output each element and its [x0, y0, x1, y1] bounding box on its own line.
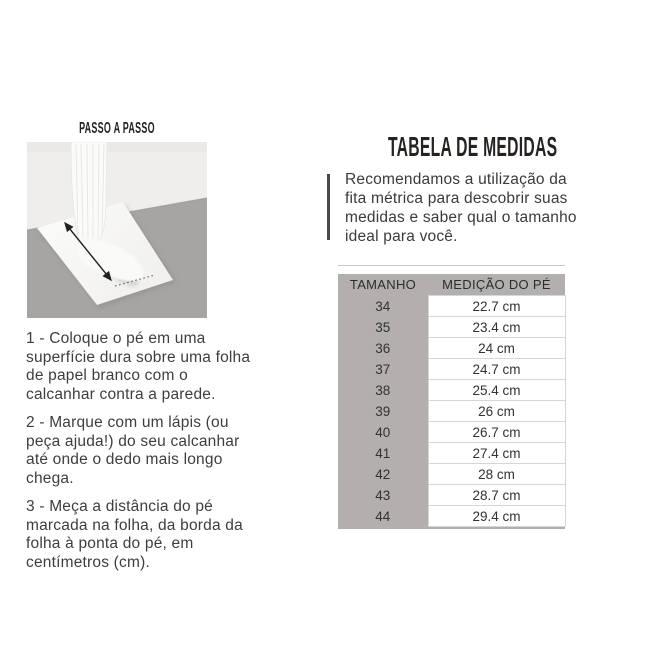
instruction-step-2 [26, 414, 276, 488]
size-cell: 37 [375, 361, 391, 377]
table-row [338, 422, 565, 443]
intro-line: fita métrica para descobrir suas [345, 190, 568, 207]
table-row [338, 380, 565, 401]
table-row [338, 506, 565, 527]
measurement-cell: 22.7 cm [428, 296, 565, 317]
instruction-step-3 [26, 498, 276, 572]
intro-quote [327, 170, 577, 246]
measurement-cell: 26 cm [428, 401, 565, 422]
instruction-step-1 [26, 330, 276, 404]
measurement-cell: 25.4 cm [428, 380, 565, 401]
table-row [338, 485, 565, 506]
instruction-line: até onde o dedo mais longo [26, 451, 223, 468]
measurement-cell: 24 cm [428, 338, 565, 359]
table-row [338, 296, 565, 317]
intro-text [345, 170, 577, 246]
instruction-line: marcada na folha, da borda da [26, 516, 243, 534]
size-table-container [338, 274, 565, 529]
instruction-line: superfície dura sobre uma folha [26, 348, 251, 366]
foot-measurement-photo [27, 142, 207, 318]
passo-a-passo-heading: PASSO A PASSO [79, 120, 155, 137]
measurement-cell: 26.7 cm [428, 422, 565, 443]
table-header-measurement: MEDIÇÃO DO PÉ [442, 277, 551, 292]
size-cell: 42 [375, 466, 391, 482]
measurement-cell: 24.7 cm [428, 359, 565, 380]
measurement-cell: 28 cm [428, 464, 565, 485]
table-row [338, 464, 565, 485]
instruction-line: chega. [26, 469, 74, 487]
size-cell: 38 [375, 382, 391, 398]
measurement-cell: 23.4 cm [428, 317, 565, 338]
page-title: TABELA DE MEDIDAS [387, 131, 558, 162]
instruction-line: 3 - Meça a distância do pé [26, 498, 213, 515]
size-cell: 35 [375, 319, 391, 335]
size-cell: 34 [375, 298, 391, 314]
intro-line: ideal para você. [345, 228, 458, 245]
size-cell: 43 [375, 487, 391, 503]
instruction-line: 1 - Coloque o pé em uma [26, 330, 206, 347]
instruction-line: 2 - Marque com um lápis (ou [26, 414, 229, 431]
quote-accent-bar [327, 174, 330, 240]
instruction-line: folha à ponta do pé, em [26, 535, 194, 552]
foot-measurement-illustration [27, 142, 207, 318]
intro-line: Recomendamos a utilização da [345, 171, 567, 188]
size-table [338, 274, 566, 527]
measurement-cell: 28.7 cm [428, 485, 565, 506]
table-row [338, 443, 565, 464]
instruction-line: de papel branco com o [26, 367, 188, 384]
size-cell: 40 [375, 424, 391, 440]
size-cell: 36 [375, 340, 391, 356]
measurement-cell: 29.4 cm [428, 506, 565, 527]
table-row [338, 338, 565, 359]
table-row [338, 359, 565, 380]
size-cell: 44 [375, 508, 391, 524]
table-row [338, 401, 565, 422]
table-header-row [338, 274, 565, 296]
table-top-divider [338, 265, 565, 266]
intro-line: medidas e saber qual o tamanho [345, 209, 577, 226]
instruction-line: calcanhar contra a parede. [26, 385, 216, 403]
instructions [26, 330, 276, 582]
measurement-cell: 27.4 cm [428, 443, 565, 464]
size-cell: 41 [375, 445, 391, 461]
instruction-line: centímetros (cm). [26, 553, 150, 571]
size-cell: 39 [375, 403, 391, 419]
table-header-size: TAMANHO [349, 277, 417, 293]
table-row [338, 317, 565, 338]
instruction-line: peça ajuda!) do seu calcanhar [26, 432, 240, 450]
